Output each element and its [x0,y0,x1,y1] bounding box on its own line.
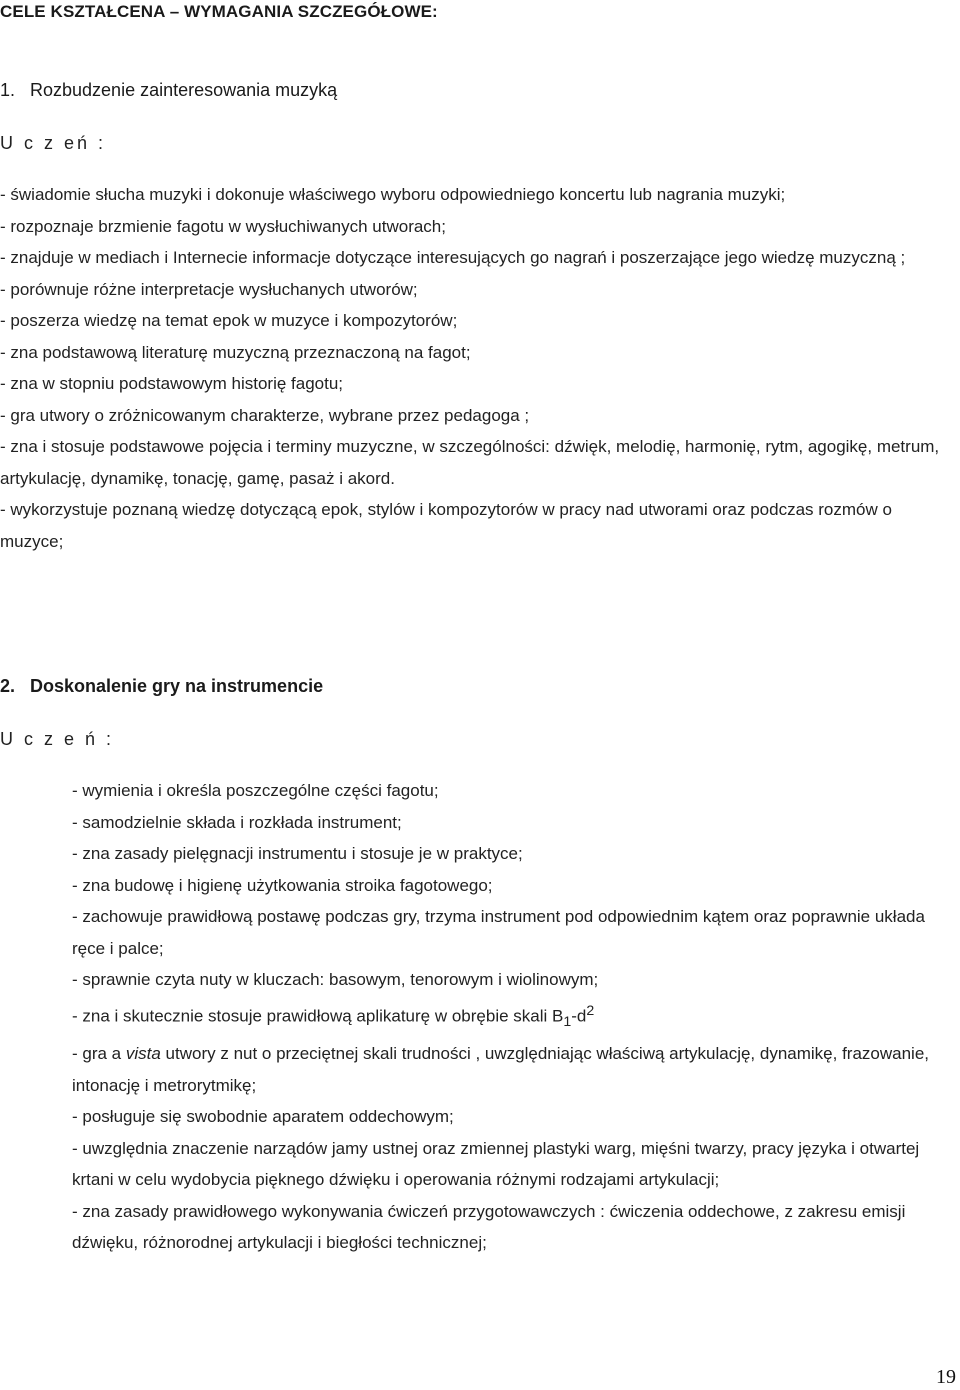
list-item: - gra utwory o zróżnicowanym charakterze, wybrane przez pedagoga ; [0,405,530,425]
list-item: - wykorzystuje poznaną wiedzę dotyczącą epok, stylów i kompozytorów w pracy nad utworami oraz podczas rozmów o muzyce; [0,500,892,551]
list-item: - zna zasady prawidłowego wykonywania ćwiczeń przygotowawczych : ćwiczenia oddechowe, z zakresu emisji dźwięku, różnorodnej artykulacji i biegłości technicznej; [72,1201,906,1253]
scale-superscript: 2 [586,1002,595,1019]
a-vista-italic: vista [125,1044,161,1064]
list-item: - zna i stosuje podstawowe pojęcia i terminy muzyczne, w szczególności: dźwięk, melodię, harmonię, rytm, agogikę, metrum, artykulację, dynamikę, tonację, gamę, pasaż i akord. [0,437,940,488]
section-1-subject: U c z eń : [0,133,107,153]
list-item: - wymienia i określa poszczególne części fagotu; [72,781,439,800]
list-item: - uwzględnia znaczenie narządów jamy ustnej oraz zmiennej plastyki warg, mięśni twarzy, pracy języka i otwartej krtani w celu wydobycia pięknego dźwięku i operowania różnymi rodzajami artykulacji; [72,1138,920,1190]
section-1-title-text: Rozbudzenie zainteresowania muzyką [30,80,338,100]
section-1-title [0,80,337,101]
list-item: - posługuje się swobodnie aparatem oddechowym; [72,1107,454,1127]
scale-subscript: 1 [563,1013,572,1030]
section-1-number: 1. [0,80,16,100]
section-2-title-text: Doskonalenie gry na instrumencie [30,676,324,696]
list-item: - zachowuje prawidłową postawę podczas gry, trzyma instrument pod odpowiednim kątem oraz poprawnie układa ręce i palce; [72,907,925,958]
a-vista-text-after: utwory z nut o przeciętnej skali trudności , uwzględniając właściwą artykulację, dynamikę, frazowanie, intonację i metrorytmikę; [72,1044,930,1095]
scale-text: - zna i skutecznie stosuje prawidłową aplikaturę w obrębie skali B [72,1006,564,1026]
list-item: - porównuje różne interpretacje wysłuchanych utworów; [0,279,418,299]
section-1-list [0,179,945,557]
page-number: 19 [936,1366,956,1388]
list-item: - rozpoznaje brzmienie fagotu w wysłuchiwanych utworach; [0,216,446,236]
scale-text-middle: -d [571,1006,587,1026]
document-header: CELE KSZTAŁCENA – WYMAGANIA SZCZEGÓŁOWE: [0,2,438,21]
section-2-title [0,676,323,697]
list-item: - znajduje w mediach i Internecie informacje dotyczące interesujących go nagrań i poszerzające jego wiedzę muzyczną ; [0,248,906,267]
list-item: - zna budowę i higienę użytkowania stroika fagotowego; [72,875,493,895]
list-item: - zna zasady pielęgnacji instrumentu i stosuje je w praktyce; [72,844,523,863]
list-item: - świadomie słucha muzyki i dokonuje właściwego wyboru odpowiedniego koncertu lub nagrania muzyki; [0,185,786,204]
list-item: - zna w stopniu podstawowym historię fagotu; [0,374,344,393]
list-item: - sprawnie czyta nuty w kluczach: basowym, tenorowym i wiolinowym; [72,970,599,989]
section-2-number: 2. [0,676,16,696]
a-vista-text-before: - gra a [72,1044,126,1064]
list-item-scale [72,996,947,1039]
list-item: - zna podstawową literaturę muzyczną przeznaczoną na fagot; [0,342,471,362]
list-item: - poszerza wiedzę na temat epok w muzyce i kompozytorów; [0,311,458,330]
section-2-list [72,775,947,1259]
list-item: - samodzielnie składa i rozkłada instrument; [72,812,402,832]
section-2-subject: U c z e ń : [0,729,115,749]
list-item-a-vista [72,1038,947,1101]
